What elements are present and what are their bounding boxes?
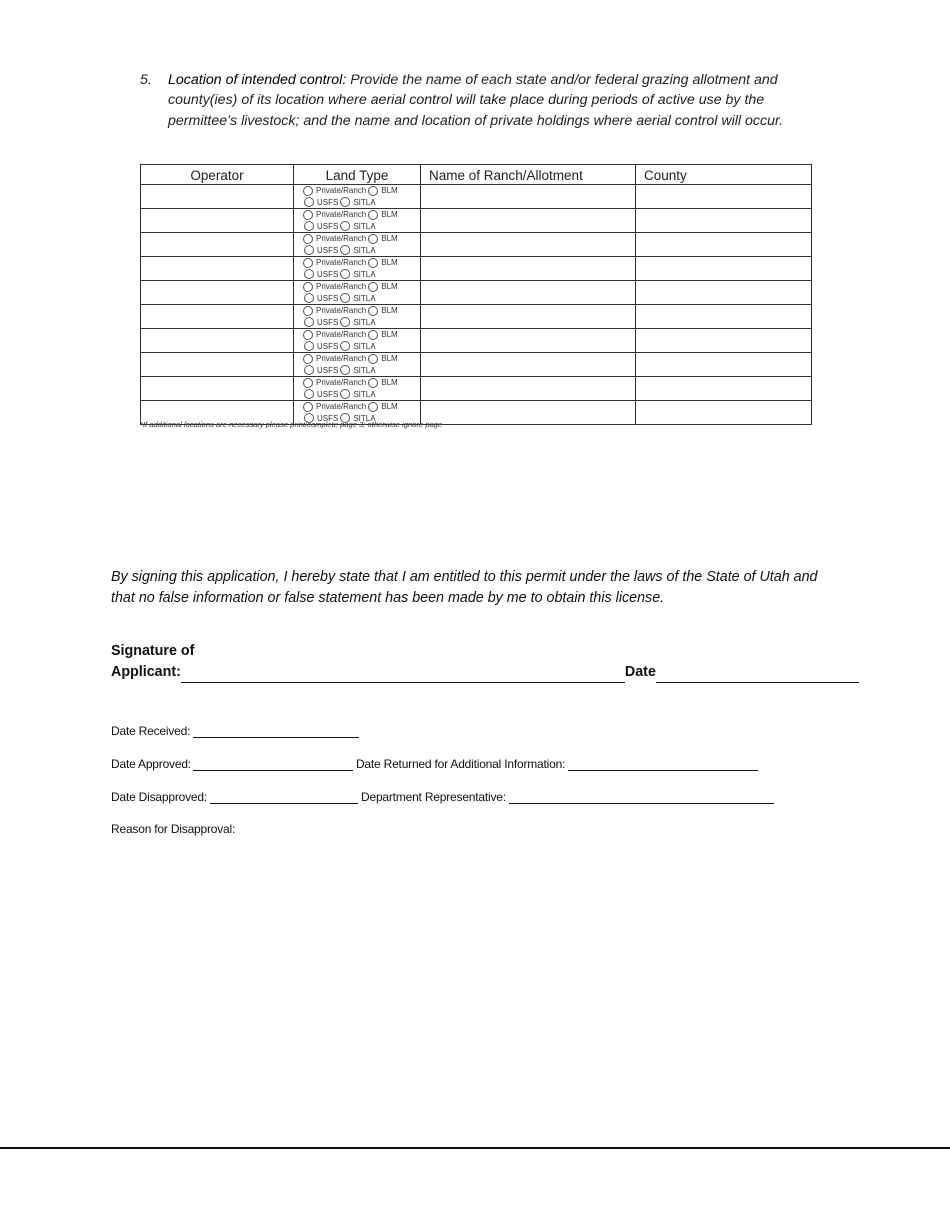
land-type-option-label: BLM bbox=[381, 186, 398, 195]
date-label: Date bbox=[624, 664, 656, 680]
land-type-radio[interactable] bbox=[304, 317, 314, 327]
date-approved-row bbox=[111, 757, 758, 771]
table-row bbox=[141, 209, 812, 233]
ranch-allotment-cell[interactable] bbox=[421, 281, 636, 305]
operator-cell[interactable] bbox=[141, 233, 294, 257]
land-type-radio[interactable] bbox=[304, 221, 314, 231]
land-type-option-label: SITLA bbox=[353, 269, 376, 279]
land-type-option-label: SITLA bbox=[353, 317, 376, 327]
ranch-allotment-cell[interactable] bbox=[421, 329, 636, 353]
land-type-radio[interactable] bbox=[340, 389, 350, 399]
land-type-radio[interactable] bbox=[304, 245, 314, 255]
land-type-cell bbox=[294, 233, 421, 257]
county-cell[interactable] bbox=[636, 257, 812, 281]
land-type-option-label: Private/Ranch bbox=[316, 234, 367, 243]
operator-cell[interactable] bbox=[141, 377, 294, 401]
reason-label: Reason for Disapproval: bbox=[111, 822, 236, 836]
land-type-radio[interactable] bbox=[303, 402, 313, 412]
land-type-option-label: Private/Ranch bbox=[316, 186, 367, 195]
operator-cell[interactable] bbox=[141, 257, 294, 281]
land-type-radio[interactable] bbox=[340, 269, 350, 279]
land-type-cell bbox=[294, 185, 421, 209]
land-type-radio[interactable] bbox=[340, 221, 350, 231]
land-type-radio[interactable] bbox=[304, 197, 314, 207]
county-cell[interactable] bbox=[636, 353, 812, 377]
signature-date-field[interactable] bbox=[656, 669, 859, 683]
page-bottom-rule bbox=[0, 1147, 950, 1149]
table-row bbox=[141, 185, 812, 209]
county-cell[interactable] bbox=[636, 281, 812, 305]
ranch-allotment-cell[interactable] bbox=[421, 257, 636, 281]
land-type-radio[interactable] bbox=[304, 341, 314, 351]
county-cell[interactable] bbox=[636, 233, 812, 257]
land-type-radio[interactable] bbox=[304, 365, 314, 375]
land-type-cell bbox=[294, 281, 421, 305]
land-type-radio[interactable] bbox=[340, 341, 350, 351]
ranch-allotment-cell[interactable] bbox=[421, 305, 636, 329]
ranch-allotment-cell[interactable] bbox=[421, 353, 636, 377]
department-rep-label: Department Representative: bbox=[361, 790, 506, 804]
header-ranch-allotment: Name of Ranch/Allotment bbox=[421, 165, 636, 185]
land-type-radio[interactable] bbox=[304, 389, 314, 399]
date-approved-field[interactable] bbox=[193, 760, 353, 771]
county-cell[interactable] bbox=[636, 305, 812, 329]
land-type-cell bbox=[294, 209, 421, 233]
land-type-option-label: Private/Ranch bbox=[316, 330, 367, 339]
land-type-radio[interactable] bbox=[303, 306, 313, 316]
signature-label: Signature of bbox=[111, 643, 195, 659]
land-type-radio[interactable] bbox=[368, 234, 378, 244]
land-type-option-label: Private/Ranch bbox=[316, 306, 367, 315]
land-type-option-label: SITLA bbox=[353, 197, 376, 207]
land-type-option-label: BLM bbox=[381, 306, 398, 315]
land-type-radio[interactable] bbox=[303, 258, 313, 268]
table-row bbox=[141, 257, 812, 281]
county-cell[interactable] bbox=[636, 329, 812, 353]
operator-cell[interactable] bbox=[141, 353, 294, 377]
land-type-radio[interactable] bbox=[340, 365, 350, 375]
land-type-radio[interactable] bbox=[303, 378, 313, 388]
section-number: 5. bbox=[140, 72, 152, 88]
land-type-option-label: USFS bbox=[317, 317, 339, 327]
applicant-signature-field[interactable] bbox=[181, 669, 625, 683]
date-approved-label: Date Approved: bbox=[111, 757, 191, 771]
land-type-radio[interactable] bbox=[368, 282, 378, 292]
county-cell[interactable] bbox=[636, 209, 812, 233]
operator-cell[interactable] bbox=[141, 329, 294, 353]
section-5-text bbox=[168, 70, 790, 131]
land-type-radio[interactable] bbox=[303, 234, 313, 244]
date-disapproved-row bbox=[111, 790, 774, 804]
land-type-option-label: USFS bbox=[317, 245, 339, 255]
land-type-option-label: SITLA bbox=[353, 365, 376, 375]
land-type-radio[interactable] bbox=[303, 354, 313, 364]
operator-cell[interactable] bbox=[141, 209, 294, 233]
land-type-option-label: Private/Ranch bbox=[316, 402, 367, 411]
land-type-option-label: Private/Ranch bbox=[316, 378, 367, 387]
land-type-option-label: USFS bbox=[317, 389, 339, 399]
land-type-cell bbox=[294, 377, 421, 401]
land-type-radio[interactable] bbox=[340, 197, 350, 207]
ranch-allotment-cell[interactable] bbox=[421, 377, 636, 401]
land-type-radio[interactable] bbox=[340, 245, 350, 255]
locations-table bbox=[140, 164, 812, 425]
applicant-label: Applicant: bbox=[111, 664, 181, 680]
land-type-option-label: USFS bbox=[317, 293, 339, 303]
land-type-option-label: SITLA bbox=[353, 413, 376, 423]
table-row bbox=[141, 353, 812, 377]
land-type-cell bbox=[294, 257, 421, 281]
date-disapproved-field[interactable] bbox=[210, 793, 358, 804]
county-cell[interactable] bbox=[636, 185, 812, 209]
header-land-type: Land Type bbox=[294, 165, 421, 185]
land-type-option-label: BLM bbox=[381, 258, 398, 267]
land-type-option-label: Private/Ranch bbox=[316, 210, 367, 219]
land-type-option-label: USFS bbox=[317, 197, 339, 207]
land-type-option-label: BLM bbox=[381, 234, 398, 243]
land-type-cell bbox=[294, 353, 421, 377]
date-received-field[interactable] bbox=[193, 727, 359, 738]
land-type-option-label: SITLA bbox=[353, 341, 376, 351]
ranch-allotment-cell[interactable] bbox=[421, 401, 636, 425]
table-row bbox=[141, 329, 812, 353]
land-type-option-label: Private/Ranch bbox=[316, 354, 367, 363]
operator-cell[interactable] bbox=[141, 305, 294, 329]
land-type-cell bbox=[294, 329, 421, 353]
date-disapproved-label: Date Disapproved: bbox=[111, 790, 207, 804]
table-row bbox=[141, 281, 812, 305]
operator-cell[interactable] bbox=[141, 281, 294, 305]
footnote: *If additional locations are necessary please print/complete page 3; otherwise ignore page bbox=[140, 420, 443, 429]
land-type-option-label: BLM bbox=[381, 210, 398, 219]
section-5-lead: Location of intended control: bbox=[168, 72, 347, 88]
land-type-radio[interactable] bbox=[368, 210, 378, 220]
land-type-option-label: BLM bbox=[381, 330, 398, 339]
table-row bbox=[141, 377, 812, 401]
land-type-option-label: SITLA bbox=[353, 293, 376, 303]
land-type-option-label: SITLA bbox=[353, 389, 376, 399]
date-returned-field[interactable] bbox=[568, 760, 758, 771]
land-type-radio[interactable] bbox=[368, 186, 378, 196]
land-type-radio[interactable] bbox=[368, 378, 378, 388]
land-type-option-label: BLM bbox=[381, 402, 398, 411]
ranch-allotment-cell[interactable] bbox=[421, 185, 636, 209]
land-type-cell bbox=[294, 305, 421, 329]
land-type-radio[interactable] bbox=[340, 293, 350, 303]
land-type-radio[interactable] bbox=[368, 258, 378, 268]
county-cell[interactable] bbox=[636, 401, 812, 425]
signature-row bbox=[111, 662, 859, 683]
attestation-statement: By signing this application, I hereby state that I am entitled to this permit under the laws of the State of Utah and that no false information or false statement has been made by me to obtain this license. bbox=[111, 569, 818, 606]
ranch-allotment-cell[interactable] bbox=[421, 209, 636, 233]
land-type-radio[interactable] bbox=[304, 293, 314, 303]
land-type-radio[interactable] bbox=[303, 186, 313, 196]
header-county: County bbox=[636, 165, 812, 185]
land-type-option-label: Private/Ranch bbox=[316, 282, 367, 291]
date-received-row bbox=[111, 724, 359, 738]
land-type-radio[interactable] bbox=[340, 317, 350, 327]
land-type-option-label: BLM bbox=[381, 378, 398, 387]
reason-row bbox=[111, 822, 235, 836]
land-type-radio[interactable] bbox=[368, 330, 378, 340]
land-type-option-label: Private/Ranch bbox=[316, 258, 367, 267]
section-5-body: Provide the name of each state and/or federal grazing allotment and county(ies) of its location where aerial control will take place during periods of active use by the permittee’s livestock; and the name and location of private holdings where aerial control will occur. bbox=[168, 72, 784, 129]
table-header-row bbox=[141, 165, 812, 185]
land-type-option-label: USFS bbox=[317, 413, 339, 423]
land-type-radio[interactable] bbox=[368, 306, 378, 316]
land-type-option-label: USFS bbox=[317, 341, 339, 351]
land-type-radio[interactable] bbox=[303, 330, 313, 340]
date-returned-label: Date Returned for Additional Information: bbox=[355, 757, 566, 771]
land-type-option-label: BLM bbox=[381, 282, 398, 291]
land-type-option-label: SITLA bbox=[353, 245, 376, 255]
date-received-label: Date Received: bbox=[111, 724, 191, 738]
header-operator: Operator bbox=[141, 165, 294, 185]
land-type-radio[interactable] bbox=[304, 269, 314, 279]
land-type-radio[interactable] bbox=[368, 354, 378, 364]
land-type-radio[interactable] bbox=[303, 210, 313, 220]
table-row bbox=[141, 233, 812, 257]
land-type-option-label: SITLA bbox=[353, 221, 376, 231]
table-row bbox=[141, 305, 812, 329]
county-cell[interactable] bbox=[636, 377, 812, 401]
land-type-option-label: USFS bbox=[317, 365, 339, 375]
department-rep-field[interactable] bbox=[509, 793, 774, 804]
ranch-allotment-cell[interactable] bbox=[421, 233, 636, 257]
land-type-option-label: USFS bbox=[317, 221, 339, 231]
land-type-radio[interactable] bbox=[368, 402, 378, 412]
land-type-option-label: BLM bbox=[381, 354, 398, 363]
land-type-option-label: USFS bbox=[317, 269, 339, 279]
operator-cell[interactable] bbox=[141, 185, 294, 209]
land-type-radio[interactable] bbox=[303, 282, 313, 292]
